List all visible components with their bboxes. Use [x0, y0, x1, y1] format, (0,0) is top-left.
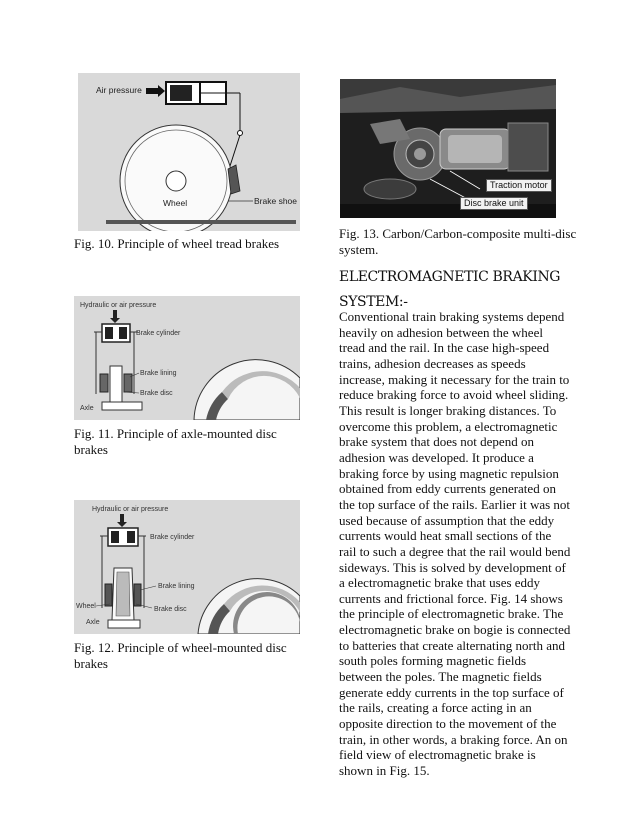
- figure-10-diagram: [78, 73, 300, 231]
- figure-12-caption: Fig. 12. Principle of wheel-mounted disc brakes: [74, 640, 287, 671]
- brake-lining-label: Brake lining: [140, 370, 177, 377]
- brake-shoe-label: Brake shoe: [254, 196, 297, 206]
- air-pressure-label: Air pressure: [96, 85, 142, 95]
- hydraulic-label: Hydraulic or air pressure: [80, 302, 157, 309]
- axle-label-2: Axle: [86, 619, 100, 626]
- figure-13-caption: Fig. 13. Carbon/Carbon-composite multi-disc system.: [339, 226, 577, 257]
- wheel-mounted-disc-brake-diagram: [74, 500, 300, 634]
- figure-12-diagram: [74, 500, 300, 634]
- brake-cylinder-label-2: Brake cylinder: [150, 534, 195, 541]
- wheel-label: Wheel: [163, 198, 188, 208]
- section-heading: [339, 265, 579, 315]
- hydraulic-label-2: Hydraulic or air pressure: [92, 506, 169, 513]
- brake-cylinder-label: Brake cylinder: [136, 330, 181, 337]
- figure-10-caption: Fig. 10. Principle of wheel tread brakes: [74, 236, 280, 251]
- figure-13-photo: [340, 79, 556, 218]
- section-body-text: Conventional train braking systems depend heavily on adhesion between the wheel tread and the rail. In the case high-speed trains, adhesion decreases as speeds increase, making it necessary for the train to reduce braking force to avoid wheel sliding. This result is longer braking distances. To overcome this problem, a electromagnetic brake system that does not depend on adhesion was developed. It produce a braking force by using magnetic repulsion obtained from eddy currents generated on the top surface of the rails. Earlier it was not used because of assumption that the eddy currents would heat small sections of the rail to such a degree that the rail would bend sideways. This is solved by development of a electromagnetic brake that uses eddy currents and frictional force. Fig. 14 shows the principle of electromagnetic brake. The electromagnetic brake on bogie is connected to batteries that create alternating north and south poles forming magnetic fields between the poles. The magnetic fields generate eddy currents in the top surface of the rails, creating a force acting in an opposite direction to the movement of the train, in other words, a braking force. An on field view of electromagnetic brake is shown in Fig. 15.: [339, 309, 571, 779]
- traction-motor-label: Traction motor: [486, 179, 552, 192]
- heading-line-1: ELECTROMAGNETIC BRAKING: [339, 269, 561, 285]
- brake-disc-label-2: Brake disc: [154, 606, 187, 613]
- brake-disc-label: Brake disc: [140, 390, 173, 397]
- disc-brake-unit-label: Disc brake unit: [460, 197, 528, 210]
- wheel-tread-brake-diagram: [78, 73, 300, 231]
- wheel-label-2: Wheel: [76, 603, 96, 610]
- axle-mounted-disc-brake-diagram: [74, 296, 300, 420]
- heading-line-2: SYSTEM:-: [339, 294, 408, 310]
- brake-lining-label-2: Brake lining: [158, 583, 195, 590]
- figure-11-caption: Fig. 11. Principle of axle-mounted disc brakes: [74, 426, 277, 457]
- figure-11-diagram: [74, 296, 300, 420]
- axle-label: Axle: [80, 405, 94, 412]
